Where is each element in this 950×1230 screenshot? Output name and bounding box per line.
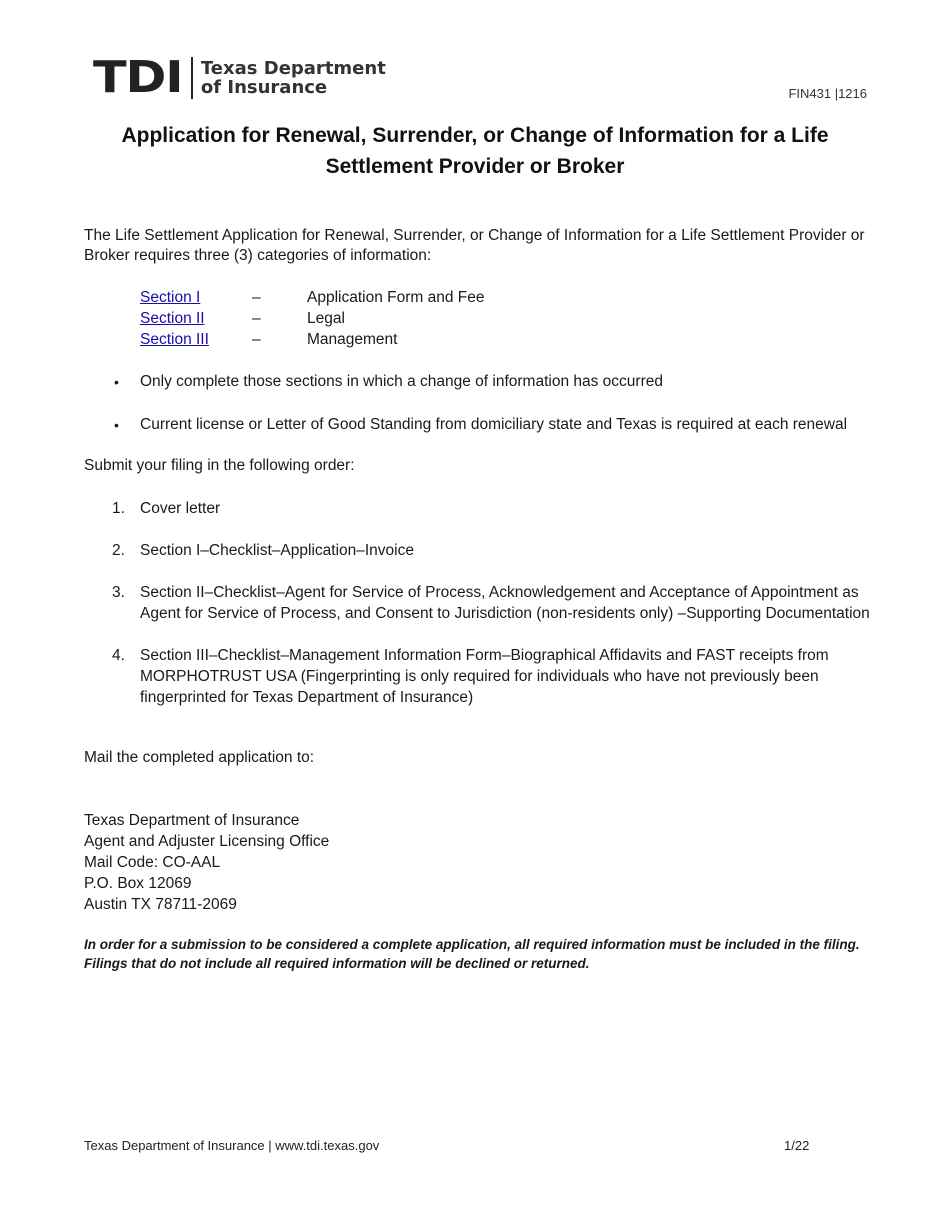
bullet-icon: •: [114, 417, 119, 433]
footer-agency: Texas Department of Insurance | www.tdi.texas.gov: [84, 1138, 380, 1153]
section-description: Management: [307, 331, 398, 348]
title-line-1: Application for Renewal, Surrender, or Change of Information for a Life: [121, 124, 829, 147]
step-text: Section II–Checklist–Agent for Service of Process, Acknowledgement and Acceptance of Appointment as Agent for Service of Process, and Consent to Jurisdiction (non-residents only) –Supporting Documentation: [140, 584, 870, 622]
section-description: Application Form and Fee: [307, 289, 485, 306]
bullet-item: [84, 415, 890, 435]
step-item: [112, 540, 890, 561]
section-row: [140, 287, 484, 308]
form-id: FIN431 |1216: [788, 86, 867, 101]
step-item: [112, 645, 890, 708]
submit-order-label: Submit your filing in the following order:: [84, 457, 355, 474]
address-line: Mail Code: CO-AAL: [84, 854, 221, 871]
page-title: [60, 120, 890, 182]
logo-mark: TDI: [93, 52, 183, 103]
section-dash: –: [252, 310, 261, 327]
logo-line-2: of Insurance: [200, 77, 328, 98]
bullet-list: [84, 372, 890, 458]
step-number: 3.: [112, 584, 125, 601]
address-line: P.O. Box 12069: [84, 875, 192, 892]
section-3-link[interactable]: Section III: [140, 331, 209, 348]
intro-paragraph: The Life Settlement Application for Renewal, Surrender, or Change of Information for a Life Settlement Provider or Broker requires three (3) categories of information:: [84, 227, 865, 264]
notice-line-2: Filings that do not include all required information will be declined or returned.: [84, 956, 590, 971]
section-row: [140, 308, 484, 329]
notice-line-1: In order for a submission to be considered a complete application, all required information must be included in the filing.: [84, 937, 860, 952]
submission-steps: [112, 498, 890, 729]
section-dash: –: [252, 289, 261, 306]
tdi-logo: [93, 52, 386, 103]
step-text: Section I–Checklist–Application–Invoice: [140, 542, 414, 559]
page-number: 1/22: [784, 1138, 810, 1153]
section-1-link[interactable]: Section I: [140, 289, 201, 306]
section-dash: –: [252, 331, 261, 348]
section-2-link[interactable]: Section II: [140, 310, 205, 327]
mail-label: Mail the completed application to:: [84, 749, 315, 766]
step-item: [112, 498, 890, 519]
title-line-2: Settlement Provider or Broker: [325, 155, 625, 178]
logo-divider: [191, 57, 193, 99]
step-number: 1.: [112, 500, 125, 517]
logo-text: [201, 59, 386, 97]
bullet-item: [84, 372, 890, 392]
step-text: Cover letter: [140, 500, 221, 517]
step-number: 4.: [112, 647, 125, 664]
step-text: Section III–Checklist–Management Information Form–Biographical Affidavits and FAST receipts from MORPHOTRUST USA (Fingerprinting is only required for individuals who have not previously been fingerprinted for Texas Department of Insurance): [140, 647, 829, 706]
address-line: Austin TX 78711-2069: [84, 896, 237, 913]
mailing-address: [84, 810, 329, 915]
step-item: [112, 582, 890, 624]
section-description: Legal: [307, 310, 345, 327]
address-line: Agent and Adjuster Licensing Office: [84, 833, 330, 850]
address-line: Texas Department of Insurance: [84, 812, 300, 829]
section-row: [140, 329, 484, 350]
bullet-text: Only complete those sections in which a change of information has occurred: [140, 373, 663, 390]
completeness-notice: [84, 935, 870, 973]
step-number: 2.: [112, 542, 125, 559]
section-list: [140, 287, 484, 350]
logo-line-1: Texas Department: [200, 58, 386, 79]
bullet-icon: •: [114, 374, 119, 390]
bullet-text: Current license or Letter of Good Standing from domiciliary state and Texas is required at each renewal: [140, 416, 848, 433]
